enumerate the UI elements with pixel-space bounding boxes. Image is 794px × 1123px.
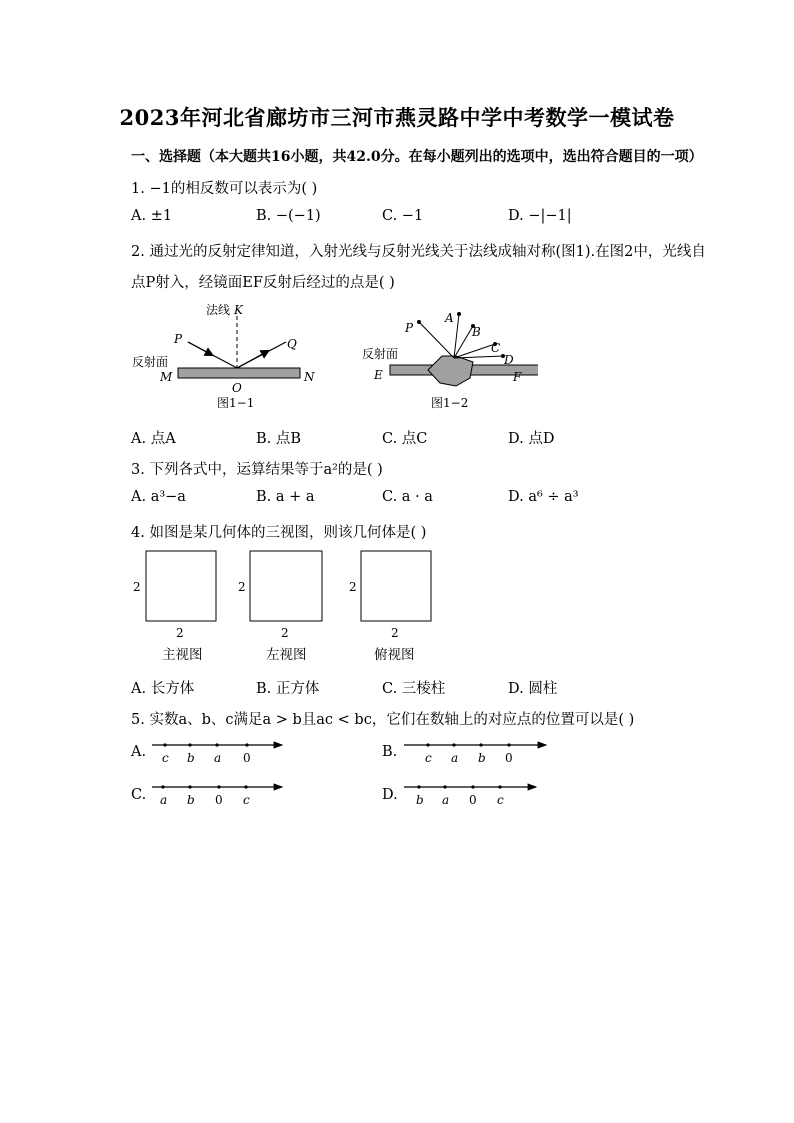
q2-option-d[interactable]: D. 点D	[508, 431, 555, 447]
q1-option-b[interactable]: B. −(−1)	[256, 208, 321, 224]
label-c: C	[491, 341, 501, 355]
label-q: Q	[287, 337, 297, 351]
q3-option-d[interactable]: D. a⁶ ÷ a³	[508, 489, 579, 505]
question-3-stem: 3. 下列各式中，运算结果等于a²的是( )	[131, 462, 383, 478]
reflected-arrow	[237, 351, 268, 368]
q5-option-c-label[interactable]: C.	[131, 787, 147, 803]
question-4-stem: 4. 如图是某几何体的三视图，则该几何体是( )	[131, 525, 427, 541]
question-1-stem: 1. −1的相反数可以表示为( )	[131, 181, 318, 197]
q4-option-a[interactable]: A. 长方体	[131, 681, 195, 697]
q4-option-b[interactable]: B. 正方体	[256, 681, 320, 697]
q5d-point-3: 0	[469, 793, 477, 807]
label-a: A	[445, 311, 454, 325]
label-b: B	[472, 325, 481, 339]
q5a-point-4: 0	[243, 751, 251, 765]
q5b-point-4: 0	[505, 751, 513, 765]
label-normal: 法线	[206, 303, 231, 317]
q1-option-a[interactable]: A. ±1	[131, 208, 173, 224]
three-views-figure	[128, 545, 448, 670]
q5d-point-2: a	[442, 793, 450, 807]
reflection-figure-1	[128, 298, 328, 416]
q5-option-a-number-line	[150, 736, 290, 768]
question-2-stem-line1: 2. 通过光的反射定律知道，入射光线与反射光线关于法线成轴对称(图1).在图2中，光线自	[131, 244, 706, 260]
front-view-bottom-label: 2	[176, 626, 184, 640]
mirror-mn	[178, 368, 300, 378]
label-e: E	[374, 368, 383, 382]
left-view-square	[250, 551, 322, 621]
q5-option-b-number-line	[402, 736, 552, 768]
q5d-point-4: c	[497, 793, 504, 807]
top-view-caption: 俯视图	[374, 647, 415, 663]
ray-c	[454, 344, 495, 358]
figure-1-caption: 图1−1	[217, 396, 255, 410]
q1-option-d[interactable]: D. −|−1|	[508, 208, 572, 224]
q5c-point-2: b	[187, 793, 195, 807]
q5b-point-2: a	[451, 751, 459, 765]
label-k: K	[234, 303, 243, 317]
q3-option-c[interactable]: C. a · a	[382, 489, 433, 505]
ray-p	[419, 322, 454, 358]
q5-option-b-label[interactable]: B.	[382, 744, 398, 760]
q2-option-c[interactable]: C. 点C	[382, 431, 428, 447]
point-a	[457, 312, 461, 316]
label-d: D	[504, 353, 514, 367]
q5-option-a-label[interactable]: A.	[131, 744, 147, 760]
section-heading: 一、选择题（本大题共16小题，共42.0分。在每小题列出的选项中，选出符合题目的一项）	[131, 149, 703, 165]
q5a-point-2: b	[187, 751, 195, 765]
front-view-square	[146, 551, 216, 621]
label-surface: 反射面	[132, 355, 169, 369]
front-view-caption: 主视图	[162, 647, 203, 663]
q4-option-d[interactable]: D. 圆柱	[508, 681, 558, 697]
label-surface2: 反射面	[362, 347, 399, 361]
q5-option-c-number-line	[150, 778, 290, 810]
reflection-figure-2	[358, 298, 538, 416]
q5c-point-4: c	[243, 793, 250, 807]
q5-option-d-label[interactable]: D.	[382, 787, 398, 803]
q4-option-c[interactable]: C. 三棱柱	[382, 681, 446, 697]
q5c-point-1: a	[160, 793, 168, 807]
q3-option-a[interactable]: A. a³−a	[131, 489, 186, 505]
q5a-point-1: c	[162, 751, 169, 765]
point-p	[417, 320, 421, 324]
question-2-stem-line2: 点P射入，经镜面EF反射后经过的点是( )	[131, 275, 395, 291]
label-o: O	[232, 381, 242, 395]
q3-option-b[interactable]: B. a + a	[256, 489, 315, 505]
q5c-point-3: 0	[215, 793, 223, 807]
q5-option-d-number-line	[402, 778, 542, 810]
top-view-bottom-label: 2	[391, 626, 399, 640]
page-title: 2023年河北省廊坊市三河市燕灵路中学中考数学一模试卷	[119, 105, 675, 130]
q5b-point-3: b	[478, 751, 486, 765]
label-p: P	[174, 332, 183, 346]
label-m: M	[160, 370, 173, 384]
ray-d	[454, 356, 503, 358]
left-view-side-label: 2	[238, 580, 246, 594]
q1-option-c[interactable]: C. −1	[382, 208, 424, 224]
label-n: N	[304, 370, 315, 384]
label-p2: P	[405, 321, 414, 335]
front-view-side-label: 2	[133, 580, 141, 594]
mirror-chip	[428, 356, 473, 386]
q5b-point-1: c	[425, 751, 432, 765]
label-f: F	[513, 370, 522, 384]
top-view-side-label: 2	[349, 580, 357, 594]
q2-option-b[interactable]: B. 点B	[256, 431, 302, 447]
figure-2-caption: 图1−2	[431, 396, 469, 410]
q2-option-a[interactable]: A. 点A	[131, 431, 176, 447]
q5a-point-3: a	[214, 751, 222, 765]
incident-arrow	[188, 342, 212, 355]
q5d-point-1: b	[416, 793, 424, 807]
left-view-caption: 左视图	[266, 647, 307, 663]
left-view-bottom-label: 2	[281, 626, 289, 640]
top-view-square	[361, 551, 431, 621]
question-5-stem: 5. 实数a、b、c满足a > b且ac < bc，它们在数轴上的对应点的位置可以是( )	[131, 712, 635, 728]
